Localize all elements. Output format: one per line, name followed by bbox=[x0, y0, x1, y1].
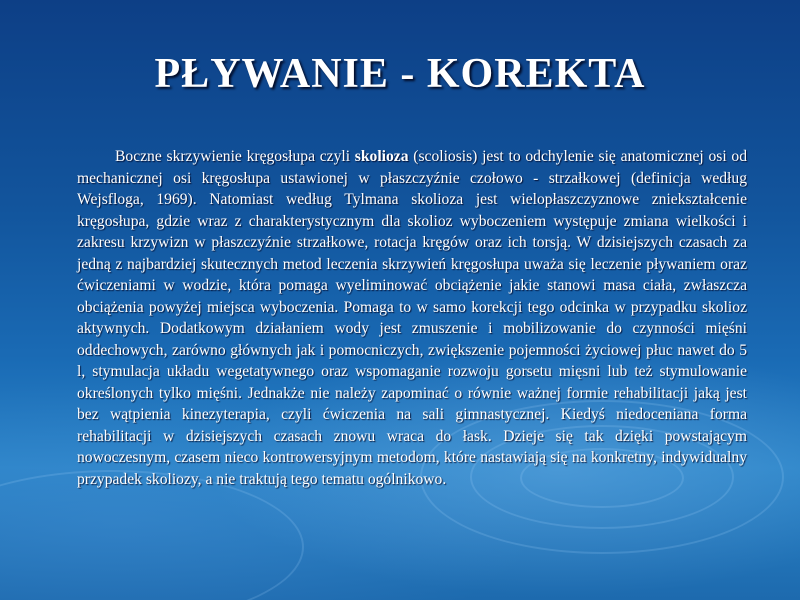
slide-title: PŁYWANIE - KOREKTA bbox=[154, 51, 646, 97]
bold-term-skolioza: skolioza bbox=[354, 148, 409, 165]
paragraph-text-start: Boczne skrzywienie kręgosłupa czyli bbox=[115, 148, 355, 165]
slide-body-paragraph bbox=[77, 146, 747, 490]
paragraph-text-rest: (scoliosis) jest to odchylenie się anatomicznej osi od mechanicznej osi kręgosłupa ustawionej w płaszczyźnie czołowo - strzałkowej (definicja według Wejsfloga, 1969). Natomiast według Tylmana skolioza jest wielopłaszczyznowe zniekształcenie kręgosłupa, gdzie wraz z charakterystycznym dla skolioz wyboczeniem występuje zmiana wielkości i zakresu krzywizn w płaszczyźnie strzałkowe, rotacja kręgów oraz ich torsją. W dzisiejszych czasach za jedną z najbardziej skutecznych metod leczenia skrzywień kręgosłupa uważa się leczenie pływaniem oraz ćwiczeniami w wodzie, która pomaga wyeliminować obciążenie jakie stanowi masa ciała, zwłaszcza obciążenia powyżej miejsca wyboczenia. Pomaga to w samo korekcji tego odcinka w przypadku skolioz aktywnych. Dodatkowym działaniem wody jest zmuszenie i mobilizowanie do czynności mięśni oddechowych, zarówno głównych jak i pomocniczych, zwiększenie pojemności życiowej płuc nawet do 5 l, stymulacja układu wegetatywnego oraz wspomaganie rozwoju gorsetu mięsni lub też stymulowanie określonych tylko mięśni. Jednakże nie należy zapominać o równie ważnej formie rehabilitacji jaką jest bez wątpienia kinezyterapia, czyli ćwiczenia na sali gimnastycznej. Kiedyś niedoceniana forma rehabilitacji w dzisiejszych czasach znowu wraca do łask. Dzieje się tak dzięki powstającym nowoczesnym, czasem nieco kontrowersyjnym metodom, które nastawiają się na konkretny, indywidualny przypadek skoliozy, a nie traktują tego tematu ogólnikowo. bbox=[77, 148, 747, 488]
